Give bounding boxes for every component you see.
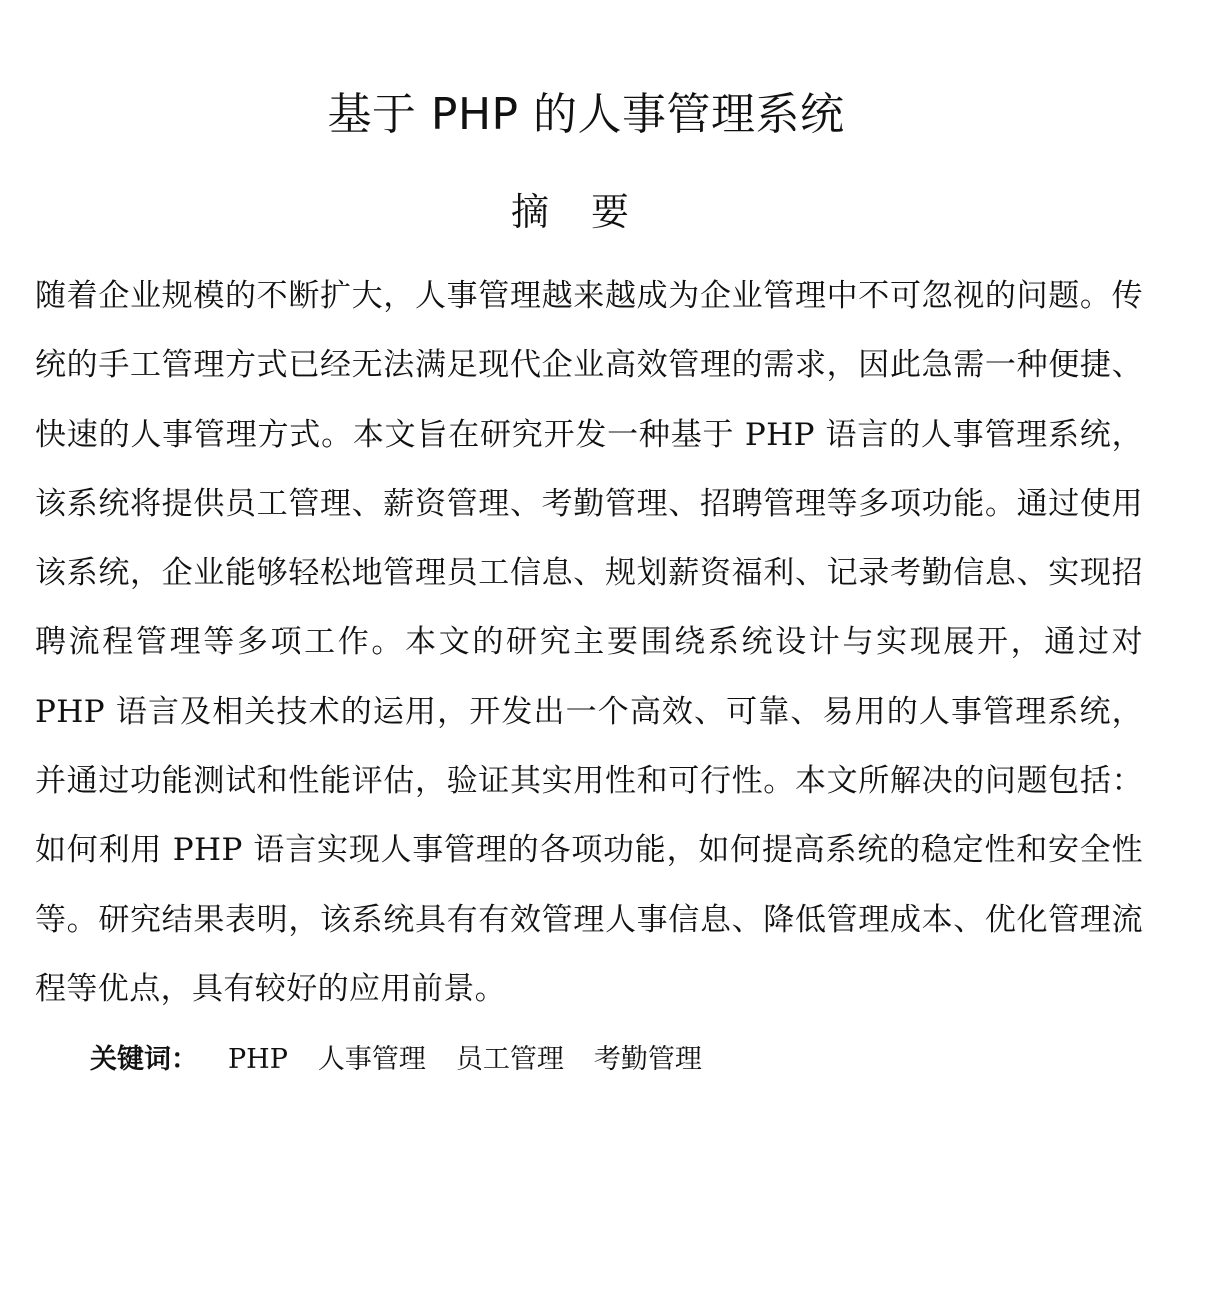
keywords-line [90,1038,702,1082]
abstract-heading: 摘要 [510,190,671,234]
keyword-item: PHP [228,1044,288,1075]
keyword-item: 员工管理 [455,1044,564,1075]
abstract-body: 随着企业规模的不断扩大，人事管理越来越成为企业管理中不可忽视的问题。传统的手工管理方式已经无法满足现代企业高效管理的需求，因此急需一种便捷、快速的人事管理方式。本文旨在研究开发一种基于 PHP 语言的人事管理系统，该系统将提供员工管理、薪资管理、考勤管理、招聘管理等多项功能。通过使用该系统，企业能够轻松地管理员工信息、规划薪资福利、记录考勤信息、实现招聘流程管理等多项工作。本文的研究主要围绕系统设计与实现展开，通过对 PHP 语言及相关技术的运用，开发出一个高效、可靠、易用的人事管理系统，并通过功能测试和性能评估，验证其实用性和可行性。本文所解决的问题包括：如何利用 PHP 语言实现人事管理的各项功能，如何提高系统的稳定性和安全性等。研究结果表明，该系统具有有效管理人事信息、降低管理成本、优化管理流程等优点，具有较好的应用前景。 [35,278,1143,1007]
keyword-item: 人事管理 [317,1044,426,1075]
keyword-item: 考勤管理 [593,1044,702,1075]
document-title: 基于 PHP 的人事管理系统 [327,89,845,140]
keywords-label: 关键词： [90,1044,198,1075]
